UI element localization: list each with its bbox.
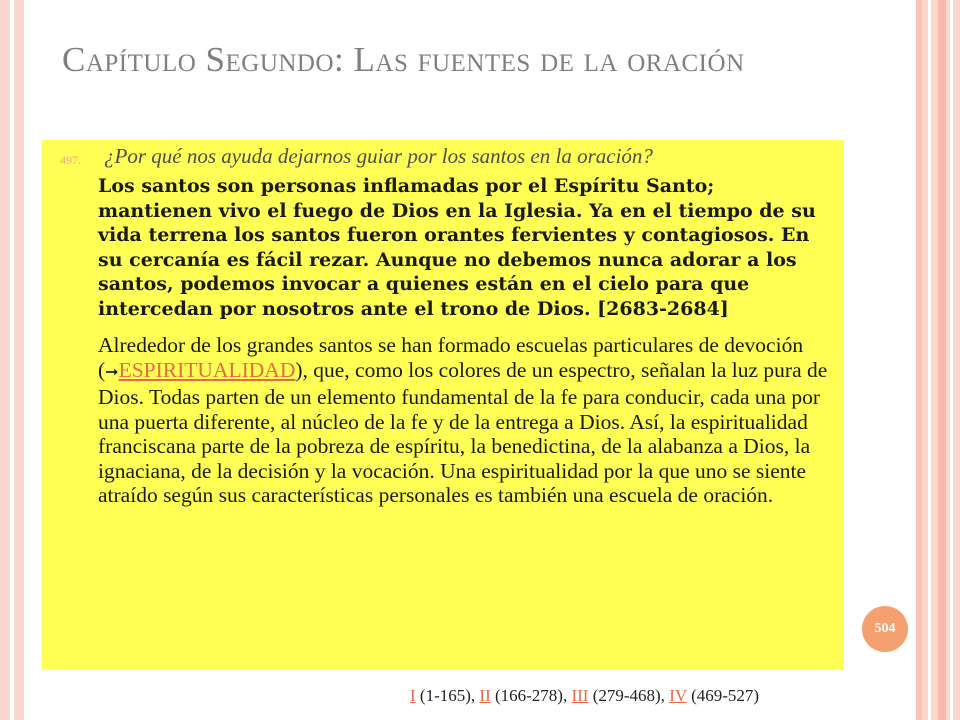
arrow-right-icon: ➞ <box>105 363 119 381</box>
part-i-range: (1-165), <box>419 686 476 705</box>
stripe <box>916 0 922 720</box>
part-iii-range: (279-468), <box>592 686 665 705</box>
espiritualidad-link[interactable]: ESPIRITUALIDAD <box>118 357 296 382</box>
answer-text: Los santos son personas inflamadas por el Espíritu Santo; mantienen vivo el fuego de Dios en la Iglesia. Ya en el tiempo de su vida terrena los santos fueron orantes fervientes y contagiosos. En su cercanía es fácil rezar. Aunque no debemos nunca adorar a los santos, podemos invocar a quienes están en el cielo para que intercedan por nosotros ante el trono de Dios. [2683-2684] <box>98 175 816 320</box>
part-ii-link[interactable]: II <box>479 686 491 705</box>
question-number: 497. <box>60 153 81 167</box>
left-frame-decoration <box>0 0 24 720</box>
paragraph-text-start: Alrededor de los grandes santos se han formado escuelas particulares de devoción ( <box>98 333 804 382</box>
question-text: ¿Por qué nos ayuda dejarnos guiar por los santos en la oración? <box>104 144 653 168</box>
part-ii-range: (166-278), <box>494 686 568 705</box>
stripe <box>950 0 953 720</box>
part-iv-range: (469-527) <box>691 686 760 705</box>
right-stripes-decoration <box>916 0 960 720</box>
part-i-link[interactable]: I <box>410 686 416 705</box>
page-number-badge: 504 <box>862 606 908 652</box>
part-iii-link[interactable]: III <box>571 686 589 705</box>
footer-navigation <box>410 686 759 706</box>
explanation-paragraph <box>98 333 830 508</box>
stripe <box>928 0 931 720</box>
highlighted-content <box>42 140 844 670</box>
stripe <box>938 0 946 720</box>
page-title: Capítulo Segundo: Las fuentes de la oración <box>62 40 745 79</box>
paragraph-text-end: ), que, como los colores de un espectro, señalan la luz pura de Dios. Todas parten de un elemento fundamental de la fe para conducir, cada una por una puerta diferente, al núcleo de la fe y de la entrega a Dios. Así, la espiritualidad franciscana parte de la pobreza de espíritu, la benedictina, de la alabanza a Dios, la ignaciana, de la decisión y la vocación. Una espiritualidad por la que uno se siente atraído según sus características personales es también una escuela de oración. <box>98 357 828 507</box>
question-line <box>60 144 830 168</box>
part-iv-link[interactable]: IV <box>669 686 687 705</box>
